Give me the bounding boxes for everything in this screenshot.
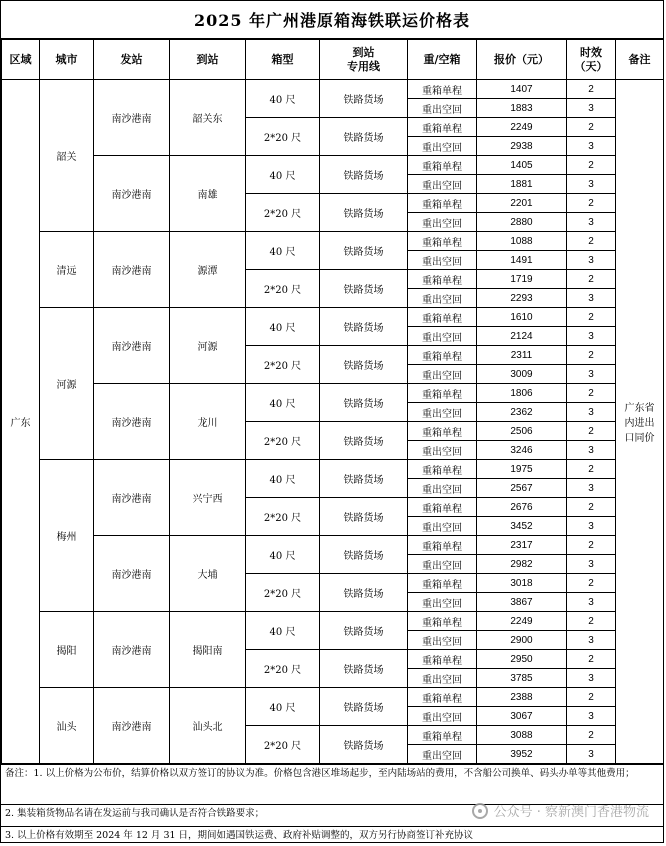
box-type-cell: 2*20 尺	[246, 498, 320, 536]
line-cell: 铁路货场	[320, 346, 408, 384]
line-cell: 铁路货场	[320, 384, 408, 422]
days-cell: 3	[567, 175, 616, 194]
days-cell: 2	[567, 422, 616, 441]
price-cell: 1975	[477, 460, 567, 479]
mode-cell: 重出空回	[408, 669, 477, 688]
price-cell: 3785	[477, 669, 567, 688]
price-cell: 3246	[477, 441, 567, 460]
city-cell: 河源	[40, 308, 94, 460]
days-cell: 3	[567, 327, 616, 346]
mode-cell: 重箱单程	[408, 118, 477, 137]
line-cell: 铁路货场	[320, 688, 408, 726]
days-cell: 2	[567, 346, 616, 365]
days-cell: 3	[567, 251, 616, 270]
mode-cell: 重箱单程	[408, 612, 477, 631]
page-title: 2025 年广州港原箱海铁联运价格表	[1, 1, 663, 39]
table-row	[2, 460, 664, 479]
city-cell: 揭阳	[40, 612, 94, 688]
header-line: 到站 专用线	[320, 40, 408, 80]
price-cell: 3067	[477, 707, 567, 726]
days-cell: 3	[567, 289, 616, 308]
mode-cell: 重箱单程	[408, 80, 477, 99]
watermark-text: 公众号 · 察新澳门香港物流	[493, 805, 649, 820]
price-cell: 2317	[477, 536, 567, 555]
line-cell: 铁路货场	[320, 574, 408, 612]
price-cell: 3952	[477, 745, 567, 764]
mode-cell: 重箱单程	[408, 574, 477, 593]
days-cell: 3	[567, 479, 616, 498]
price-cell: 1491	[477, 251, 567, 270]
mode-cell: 重出空回	[408, 479, 477, 498]
table-row	[2, 688, 664, 707]
box-type-cell: 40 尺	[246, 384, 320, 422]
box-type-cell: 40 尺	[246, 612, 320, 650]
mode-cell: 重箱单程	[408, 688, 477, 707]
mode-cell: 重箱单程	[408, 726, 477, 745]
dest-cell: 河源	[170, 308, 246, 384]
days-cell: 3	[567, 99, 616, 118]
days-cell: 3	[567, 441, 616, 460]
line-cell: 铁路货场	[320, 536, 408, 574]
mode-cell: 重出空回	[408, 441, 477, 460]
price-cell: 2982	[477, 555, 567, 574]
box-type-cell: 40 尺	[246, 232, 320, 270]
mode-cell: 重出空回	[408, 175, 477, 194]
box-type-cell: 2*20 尺	[246, 194, 320, 232]
price-table	[1, 39, 664, 764]
price-cell: 1806	[477, 384, 567, 403]
line-cell: 铁路货场	[320, 460, 408, 498]
days-cell: 3	[567, 137, 616, 156]
mode-cell: 重箱单程	[408, 270, 477, 289]
mode-cell: 重出空回	[408, 517, 477, 536]
line-cell: 铁路货场	[320, 156, 408, 194]
header-price: 报价（元）	[477, 40, 567, 80]
price-cell: 1610	[477, 308, 567, 327]
price-cell: 1407	[477, 80, 567, 99]
header-remark: 备注	[616, 40, 664, 80]
mode-cell: 重箱单程	[408, 460, 477, 479]
box-type-cell: 2*20 尺	[246, 118, 320, 156]
days-cell: 3	[567, 555, 616, 574]
days-cell: 2	[567, 156, 616, 175]
remark-cell: 广东省 内进出 口同价	[616, 80, 664, 764]
origin-cell: 南沙港南	[94, 156, 170, 232]
price-cell: 3009	[477, 365, 567, 384]
days-cell: 3	[567, 669, 616, 688]
header-origin: 发站	[94, 40, 170, 80]
line-cell: 铁路货场	[320, 498, 408, 536]
dest-cell: 龙川	[170, 384, 246, 460]
city-cell: 梅州	[40, 460, 94, 612]
mode-cell: 重出空回	[408, 213, 477, 232]
table-row	[2, 536, 664, 555]
price-cell: 2900	[477, 631, 567, 650]
mode-cell: 重箱单程	[408, 536, 477, 555]
price-cell: 2676	[477, 498, 567, 517]
mode-cell: 重箱单程	[408, 650, 477, 669]
dest-cell: 源潭	[170, 232, 246, 308]
dest-cell: 揭阳南	[170, 612, 246, 688]
header-mode: 重/空箱	[408, 40, 477, 80]
price-cell: 2311	[477, 346, 567, 365]
box-type-cell: 40 尺	[246, 308, 320, 346]
watermark	[472, 801, 649, 820]
box-type-cell: 40 尺	[246, 460, 320, 498]
days-cell: 2	[567, 232, 616, 251]
header-city: 城市	[40, 40, 94, 80]
mode-cell: 重出空回	[408, 327, 477, 346]
box-type-cell: 40 尺	[246, 156, 320, 194]
price-cell: 2388	[477, 688, 567, 707]
price-cell: 2249	[477, 612, 567, 631]
days-cell: 2	[567, 498, 616, 517]
price-cell: 1088	[477, 232, 567, 251]
mode-cell: 重箱单程	[408, 308, 477, 327]
mode-cell: 重箱单程	[408, 422, 477, 441]
days-cell: 2	[567, 384, 616, 403]
header-box: 箱型	[246, 40, 320, 80]
wechat-icon	[472, 803, 488, 819]
city-cell: 韶关	[40, 80, 94, 232]
box-type-cell: 2*20 尺	[246, 726, 320, 764]
days-cell: 2	[567, 118, 616, 137]
days-cell: 2	[567, 80, 616, 99]
line-cell: 铁路货场	[320, 194, 408, 232]
table-row	[2, 308, 664, 327]
price-cell: 2506	[477, 422, 567, 441]
days-cell: 2	[567, 688, 616, 707]
mode-cell: 重出空回	[408, 593, 477, 612]
mode-cell: 重出空回	[408, 251, 477, 270]
line-cell: 铁路货场	[320, 118, 408, 156]
price-cell: 2938	[477, 137, 567, 156]
box-type-cell: 2*20 尺	[246, 422, 320, 460]
price-cell: 2249	[477, 118, 567, 137]
box-type-cell: 40 尺	[246, 536, 320, 574]
box-type-cell: 40 尺	[246, 80, 320, 118]
price-cell: 2293	[477, 289, 567, 308]
days-cell: 3	[567, 745, 616, 764]
dest-cell: 兴宁西	[170, 460, 246, 536]
dest-cell: 汕头北	[170, 688, 246, 764]
table-header-row	[2, 40, 664, 80]
line-cell: 铁路货场	[320, 80, 408, 118]
price-cell: 2124	[477, 327, 567, 346]
mode-cell: 重箱单程	[408, 346, 477, 365]
price-cell: 1883	[477, 99, 567, 118]
header-region: 区域	[2, 40, 40, 80]
mode-cell: 重箱单程	[408, 232, 477, 251]
days-cell: 2	[567, 574, 616, 593]
mode-cell: 重出空回	[408, 403, 477, 422]
price-cell: 1719	[477, 270, 567, 289]
box-type-cell: 2*20 尺	[246, 574, 320, 612]
days-cell: 2	[567, 194, 616, 213]
origin-cell: 南沙港南	[94, 80, 170, 156]
box-type-cell: 2*20 尺	[246, 270, 320, 308]
mode-cell: 重箱单程	[408, 194, 477, 213]
box-type-cell: 2*20 尺	[246, 650, 320, 688]
box-type-cell: 2*20 尺	[246, 346, 320, 384]
dest-cell: 韶关东	[170, 80, 246, 156]
price-cell: 2950	[477, 650, 567, 669]
price-cell: 2567	[477, 479, 567, 498]
mode-cell: 重出空回	[408, 707, 477, 726]
mode-cell: 重出空回	[408, 555, 477, 574]
mode-cell: 重箱单程	[408, 384, 477, 403]
price-cell: 1881	[477, 175, 567, 194]
table-row	[2, 384, 664, 403]
price-cell: 3088	[477, 726, 567, 745]
days-cell: 3	[567, 403, 616, 422]
table-body	[2, 80, 664, 764]
price-cell: 2201	[477, 194, 567, 213]
city-cell: 汕头	[40, 688, 94, 764]
days-cell: 3	[567, 365, 616, 384]
header-days: 时效 （天）	[567, 40, 616, 80]
table-row	[2, 156, 664, 175]
days-cell: 3	[567, 707, 616, 726]
box-type-cell: 40 尺	[246, 688, 320, 726]
line-cell: 铁路货场	[320, 232, 408, 270]
mode-cell: 重箱单程	[408, 498, 477, 517]
origin-cell: 南沙港南	[94, 688, 170, 764]
origin-cell: 南沙港南	[94, 384, 170, 460]
line-cell: 铁路货场	[320, 308, 408, 346]
note-2: 2. 集装箱货物品名请在发运前与我司确认是否符合铁路要求；	[1, 804, 663, 826]
mode-cell: 重出空回	[408, 137, 477, 156]
price-cell: 2880	[477, 213, 567, 232]
mode-cell: 重出空回	[408, 745, 477, 764]
line-cell: 铁路货场	[320, 726, 408, 764]
origin-cell: 南沙港南	[94, 232, 170, 308]
origin-cell: 南沙港南	[94, 536, 170, 612]
mode-cell: 重出空回	[408, 365, 477, 384]
table-row	[2, 232, 664, 251]
line-cell: 铁路货场	[320, 650, 408, 688]
line-cell: 铁路货场	[320, 612, 408, 650]
mode-cell: 重箱单程	[408, 156, 477, 175]
days-cell: 3	[567, 631, 616, 650]
price-cell: 2362	[477, 403, 567, 422]
days-cell: 2	[567, 308, 616, 327]
price-cell: 3452	[477, 517, 567, 536]
days-cell: 2	[567, 536, 616, 555]
line-cell: 铁路货场	[320, 422, 408, 460]
dest-cell: 南雄	[170, 156, 246, 232]
days-cell: 3	[567, 517, 616, 536]
origin-cell: 南沙港南	[94, 460, 170, 536]
mode-cell: 重出空回	[408, 99, 477, 118]
dest-cell: 大埔	[170, 536, 246, 612]
note-1: 备注：1. 以上价格为公布价，结算价格以双方签订的协议为准。价格包含港区堆场起步，至内陆场站的费用，不含船公司换单、码头办单等其他费用；	[1, 764, 663, 804]
mode-cell: 重出空回	[408, 631, 477, 650]
price-cell: 3018	[477, 574, 567, 593]
mode-cell: 重出空回	[408, 289, 477, 308]
city-cell: 清远	[40, 232, 94, 308]
days-cell: 2	[567, 612, 616, 631]
origin-cell: 南沙港南	[94, 308, 170, 384]
table-row	[2, 612, 664, 631]
origin-cell: 南沙港南	[94, 612, 170, 688]
line-cell: 铁路货场	[320, 270, 408, 308]
price-cell: 1405	[477, 156, 567, 175]
days-cell: 3	[567, 213, 616, 232]
table-row	[2, 80, 664, 99]
days-cell: 2	[567, 726, 616, 745]
header-dest: 到站	[170, 40, 246, 80]
days-cell: 2	[567, 650, 616, 669]
region-cell: 广东	[2, 80, 40, 764]
days-cell: 2	[567, 270, 616, 289]
note-3: 3. 以上价格有效期至 2024 年 12 月 31 日，期间如遇国铁运费、政府补贴调整的，双方另行协商签订补充协议	[1, 826, 663, 846]
days-cell: 2	[567, 460, 616, 479]
days-cell: 3	[567, 593, 616, 612]
price-cell: 3867	[477, 593, 567, 612]
